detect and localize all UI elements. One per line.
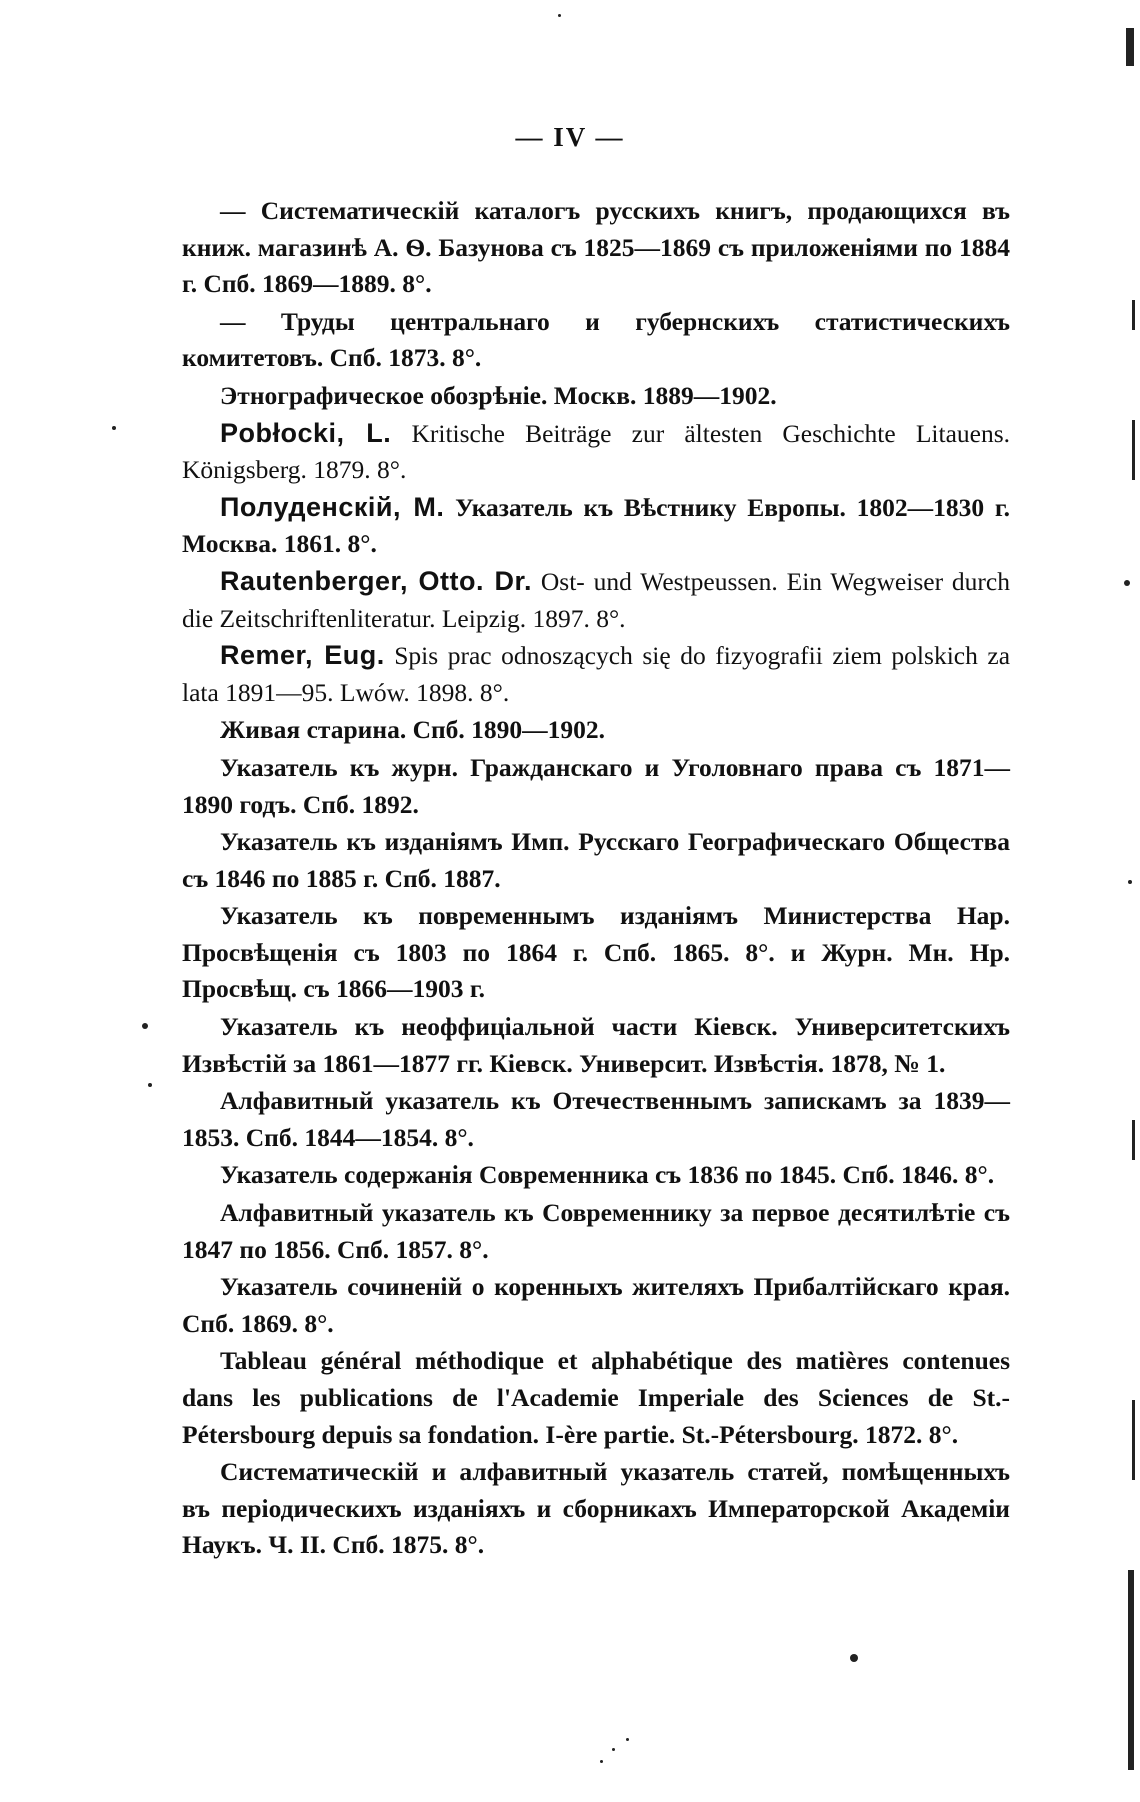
scan-edge-mark — [1128, 1570, 1134, 1770]
entry-text: Алфавитный указатель къ Современнику за первое десятилѣтіе съ 1847 по 1856. Спб. 1857. 8°. — [182, 1198, 1010, 1264]
entry-text: Живая старина. Спб. 1890—1902. — [220, 715, 606, 745]
entry-text: Указатель къ журн. Гражданскаго и Уголовнаго права съ 1871—1890 годъ. Спб. 1892. — [182, 752, 1010, 819]
bibliography-entry — [182, 415, 1010, 489]
entry-text: Алфавитный указатель къ Отечественнымъ запискамъ за 1839—1853. Спб. 1844—1854. 8°. — [182, 1086, 1010, 1152]
scan-speck — [142, 1023, 148, 1029]
scan-speck — [1124, 580, 1130, 586]
scan-edge-mark — [1132, 1120, 1135, 1160]
bibliography-entry — [182, 1342, 1010, 1453]
bibliography-entry — [182, 303, 1010, 377]
entry-author: Rautenberger, Otto. Dr. — [220, 565, 533, 596]
bibliography-entry — [182, 749, 1010, 823]
entry-text: Систематическій и алфавитный указатель статей, помѣщенныхъ въ періодическихъ изданіяхъ и сборникахъ Императорской Академіи Наукъ. Ч. II. Спб. 1875. 8°. — [182, 1457, 1010, 1560]
entry-text: Указатель къ Вѣстнику Европы. 1802—1830 г. Москва. 1861. 8°. — [182, 492, 1010, 559]
scan-speck — [626, 1738, 629, 1741]
entry-text: Указатель къ изданіямъ Имп. Русскаго Географическаго Общества съ 1846 по 1885 г. Спб. 1887. — [182, 827, 1010, 893]
scan-speck — [148, 1083, 152, 1087]
bibliography-list — [182, 192, 1010, 1564]
bibliography-entry — [182, 1008, 1010, 1082]
scan-speck — [850, 1654, 858, 1662]
entry-text: Kritische Beiträge zur ältesten Geschichte Litauens. Königsberg. 1879. 8°. — [182, 418, 1010, 485]
bibliography-entry — [182, 377, 1010, 415]
entry-text: Указатель содержанія Современника съ 1836 по 1845. Спб. 1846. 8°. — [220, 1160, 995, 1190]
page-number: — IV — — [515, 122, 625, 152]
bibliography-entry — [182, 192, 1010, 303]
entry-text: — Труды центральнаго и губернскихъ статистическихъ комитетовъ. Спб. 1873. 8°. — [182, 306, 1010, 373]
scan-edge-mark — [1132, 1400, 1135, 1480]
bibliography-entry — [182, 897, 1010, 1008]
entry-text: Ost- und Westpeussen. Ein Wegweiser durch die Zeitschriftenliteratur. Leipzig. 1897. 8°. — [182, 566, 1010, 633]
scan-speck — [558, 14, 561, 17]
scan-edge-mark — [1126, 28, 1134, 66]
entry-text: Указатель къ неоффиціальной части Кіевск. Университетскихъ Извѣстій за 1861—1877 гг. Кіевск. Университ. Извѣстія. 1878, № 1. — [182, 1012, 1010, 1078]
bibliography-entry — [182, 489, 1010, 563]
bibliography-entry — [182, 1268, 1010, 1342]
scan-edge-mark — [1132, 300, 1135, 330]
entry-text: Этнографическое обозрѣніе. Москв. 1889—1902. — [220, 380, 777, 410]
scan-speck — [612, 1748, 615, 1751]
bibliography-entry — [182, 637, 1010, 711]
bibliography-entry — [182, 823, 1010, 897]
entry-text: Указатель сочиненій о коренныхъ жителяхъ Прибалтійскаго края. Спб. 1869. 8°. — [182, 1272, 1010, 1338]
entry-text: Tableau général méthodique et alphabétique des matières contenues dans les publications de l'Academie Imperiale des Sciences de St.-Pétersbourg depuis sa fondation. I-ère partie. St.-Pétersbourg. 1872. 8°. — [182, 1346, 1010, 1449]
entry-text: Spis prac odnoszących się do fizyografii ziem polskich za lata 1891—95. Lwów. 1898. 8°. — [182, 641, 1011, 707]
bibliography-entry — [182, 1194, 1010, 1268]
entry-text: Указатель къ повременнымъ изданіямъ Министерства Нар. Просвѣщенія съ 1803 по 1864 г. Спб. 1865. 8°. и Журн. Мн. Нр. Просвѣщ. съ 1866—1903 г. — [182, 901, 1010, 1004]
bibliography-entry — [182, 1453, 1010, 1564]
bibliography-entry — [182, 711, 1010, 749]
entry-text: — Систематическій каталогъ русскихъ книгъ, продающихся въ книж. магазинѣ А. Ѳ. Базунова съ 1825—1869 съ приложеніями по 1884 г. Спб. 1869—1889. 8°. — [182, 196, 1010, 299]
scan-speck — [1128, 880, 1132, 884]
entry-author: Remer, Eug. — [220, 640, 385, 671]
scan-speck — [112, 426, 116, 430]
entry-author: Pobłocki, L. — [220, 417, 392, 448]
bibliography-entry — [182, 563, 1010, 637]
scan-edge-mark — [1132, 420, 1135, 480]
bibliography-entry — [182, 1082, 1010, 1156]
entry-author: Полуденскій, М. — [220, 491, 445, 522]
scan-speck — [600, 1760, 603, 1763]
bibliography-entry — [182, 1156, 1010, 1194]
